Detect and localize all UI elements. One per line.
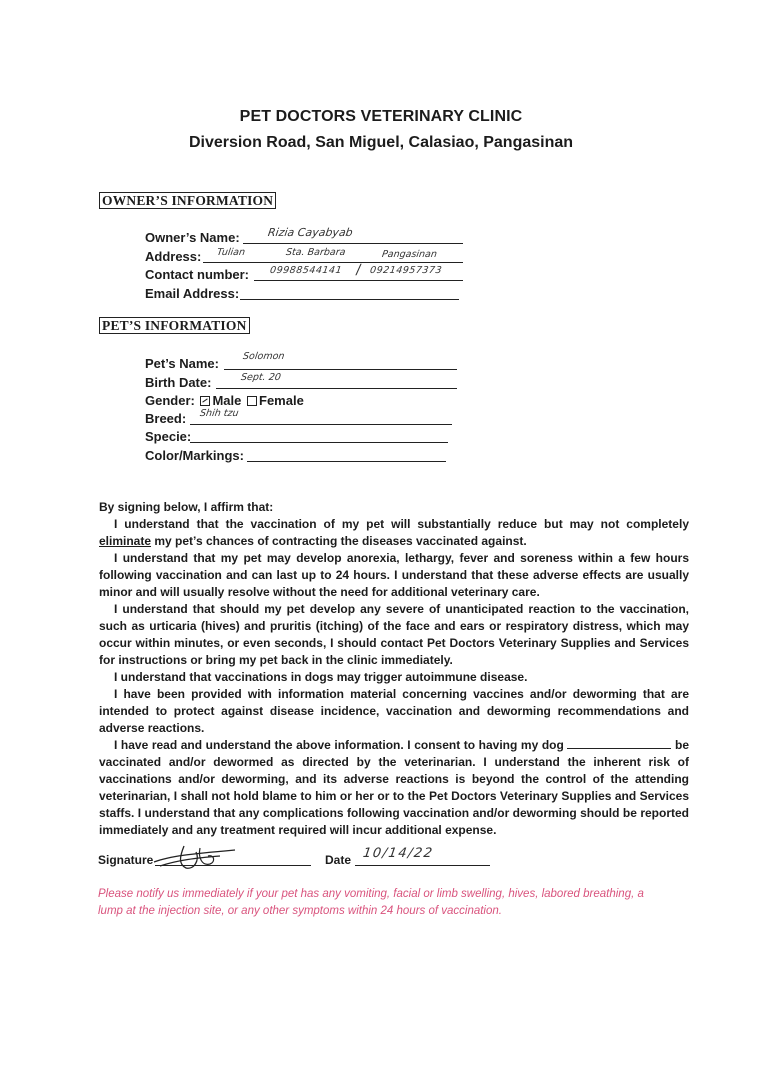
contact-number-2[interactable]: 09214957373 — [369, 265, 443, 276]
handwritten-signature[interactable] — [150, 842, 242, 872]
specie-line — [190, 442, 448, 443]
address-label: Address: — [145, 249, 202, 264]
eliminate-word: eliminate — [99, 534, 152, 548]
owner-name-value[interactable]: Rizia Cayabyab — [267, 226, 354, 239]
clinic-address: Diversion Road, San Miguel, Calasiao, Pangasinan — [188, 134, 574, 151]
pet-name-label: Pet’s Name: — [145, 356, 219, 371]
pet-name-line — [224, 369, 457, 370]
pet-name-value[interactable]: Solomon — [242, 351, 286, 362]
date-label: Date — [325, 853, 352, 867]
affirmation-paragraph-1: I understand that the vaccination of my pet will substantially reduce but may not completely eliminate my pet’s chances of contracting the diseases vaccinated against. — [99, 517, 689, 548]
affirmation-paragraph-6: I have read and understand the above information. I consent to having my dog be vaccinated and/or dewormed as directed by the veterinarian. I understand the inherent risk of vaccinations and/or deworming, and its adverse reactions is beyond the control of the attending veterinarian, I shall not hold blame to him or her or to the Pet Doctors Veterinary Supplies and Services staffs. I understand that any complications following vaccination and/or deworming should be reported immediately and any treatment required will incur additional expense. — [99, 738, 689, 837]
address-city[interactable]: Sta. Barbara — [285, 247, 347, 258]
address-province[interactable]: Pangasinan — [381, 249, 438, 260]
email-label: Email Address: — [145, 286, 240, 301]
dog-name-blank[interactable] — [567, 738, 671, 749]
notice-text: Please notify us immediately if your pet has any vomiting, facial or limb swelling, hives, labored breathing, a lump at the injection site, or any other symptoms within 24 hours of vaccination. — [98, 888, 644, 917]
specie-label: Specie: — [145, 429, 192, 444]
owner-section-title: OWNER’S INFORMATION — [99, 192, 276, 209]
color-line — [247, 461, 446, 462]
affirmation-paragraph-3: I understand that should my pet develop any severe of unanticipated reaction to the vaccination, such as urticaria (hives) and pruritis (itching) of the face and ears or respiratory distress, which may occur within minutes, or even seconds, I should contact Pet Doctors Veterinary Supplies and Services for instructions or bring my pet back in the clinic immediately. — [99, 602, 689, 667]
gender-male-label: Male — [212, 393, 242, 408]
birth-date-line — [216, 388, 457, 389]
breed-value[interactable]: Shih tzu — [199, 408, 240, 419]
contact-label: Contact number: — [145, 267, 249, 282]
affirmation-intro: By signing below, I affirm that: — [99, 500, 274, 514]
gender-female-label: Female — [259, 393, 304, 408]
clinic-name: PET DOCTORS VETERINARY CLINIC — [239, 108, 523, 125]
affirmation-paragraph-2: I understand that my pet may develop anorexia, lethargy, fever and soreness within a few hours following vaccination and can last up to 24 hours. I understand that these adverse effects are usually minor and will usually resolve without the need for additional veterinary care. — [99, 551, 689, 599]
gender-row — [145, 393, 304, 408]
owner-name-label: Owner’s Name: — [145, 230, 240, 245]
gender-label: Gender: — [145, 393, 195, 408]
color-label: Color/Markings: — [145, 448, 244, 463]
breed-line — [190, 424, 452, 425]
date-line — [355, 865, 490, 866]
gender-male-checkbox[interactable] — [200, 396, 210, 406]
affirmation-paragraph-5: I have been provided with information material concerning vaccines and/or deworming that are intended to protect against disease incidence, vaccination and deworming recommendations and adverse reactions. — [99, 687, 689, 735]
owner-name-line — [243, 243, 463, 244]
breed-label: Breed: — [145, 411, 187, 426]
birth-date-label: Birth Date: — [145, 375, 212, 390]
contact-line — [254, 280, 463, 281]
birth-date-value[interactable]: Sept. 20 — [240, 372, 282, 383]
date-value[interactable]: 10/14/22 — [361, 846, 435, 861]
contact-number-1[interactable]: 09988544141 — [269, 265, 343, 276]
email-line — [240, 299, 459, 300]
signature-label: Signature — [98, 853, 154, 867]
address-town[interactable]: Tulian — [216, 247, 246, 258]
gender-female-checkbox[interactable] — [247, 396, 257, 406]
pet-section-title: PET’S INFORMATION — [99, 317, 250, 334]
address-line — [203, 262, 463, 263]
affirmation-text — [99, 499, 689, 839]
affirmation-paragraph-4: I understand that vaccinations in dogs may trigger autoimmune disease. — [114, 670, 528, 684]
contact-separator: / — [354, 262, 362, 278]
